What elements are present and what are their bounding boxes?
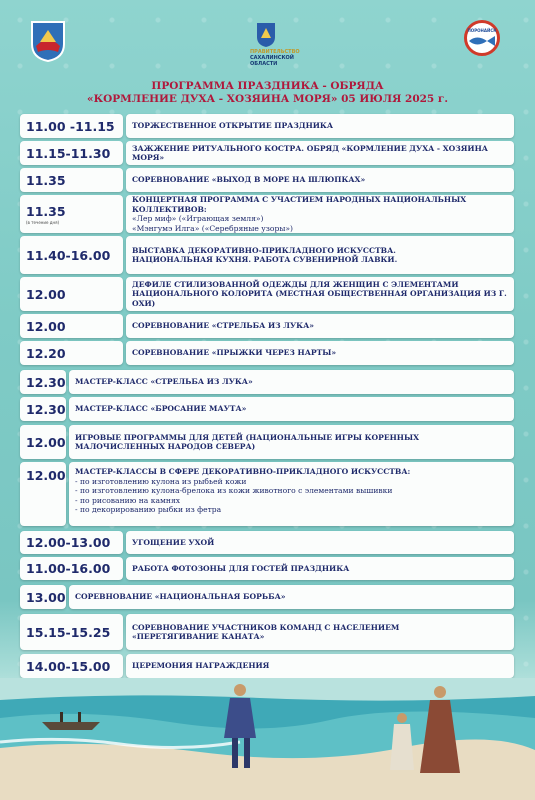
schedule-row	[20, 314, 514, 338]
schedule-time: 12.20	[20, 341, 123, 365]
schedule-row	[20, 277, 514, 311]
event-title: СОРЕВНОВАНИЕ «НАЦИОНАЛЬНАЯ БОРЬБА»	[75, 592, 286, 602]
event-subitem: - по рисованию на камнях	[75, 495, 181, 505]
schedule-time: 12.00-13.00	[20, 531, 123, 554]
schedule-event	[126, 168, 514, 192]
event-subitem: - по декорированию рыбки из фетра	[75, 505, 222, 514]
schedule-row	[20, 585, 514, 609]
event-title: ЦЕРЕМОНИЯ НАГРАЖДЕНИЯ	[132, 661, 270, 671]
time-note: (в течение дня)	[26, 219, 60, 225]
schedule-time: 14.00-15.00	[20, 654, 123, 678]
event-title: УГОЩЕНИЕ УХОЙ	[132, 537, 215, 547]
event-title-line-2: МАЛОЧИСЛЕННЫХ НАРОДОВ СЕВЕРА)	[75, 442, 256, 451]
event-title: МАСТЕР-КЛАСС «СТРЕЛЬБА ИЗ ЛУКА»	[75, 377, 253, 387]
schedule-row	[20, 654, 514, 678]
schedule-time: 11.00-16.00	[20, 557, 123, 580]
schedule-event	[69, 462, 514, 526]
org-logo-text: ПОРОНАЙСК	[467, 28, 497, 33]
schedule-time: 11.15-11.30	[20, 141, 123, 165]
schedule-row	[20, 557, 514, 580]
schedule-event	[69, 370, 514, 394]
event-title: ИГРОВЫЕ ПРОГРАММЫ ДЛЯ ДЕТЕЙ (НАЦИОНАЛЬНЫЕ ИГРЫ КОРЕННЫХ	[75, 432, 419, 442]
schedule-time: 11.40-16.00	[20, 236, 123, 274]
event-subitem: - по изготовлению кулона-брелока из кожи животного с элементами вышивки	[75, 486, 393, 495]
event-title-line-2: «ПЕРЕТЯГИВАНИЕ КАНАТА»	[132, 632, 265, 641]
schedule-event	[126, 141, 514, 165]
schedule-time	[20, 462, 66, 526]
schedule-time: 12.00	[20, 277, 123, 311]
schedule-event	[126, 654, 514, 678]
event-subitem: - по изготовлению кулона из рыбьей кожи	[75, 476, 247, 486]
event-title: СОРЕВНОВАНИЕ УЧАСТНИКОВ КОМАНД С НАСЕЛЕНИЕМ	[132, 622, 400, 632]
time-label: 12.00	[26, 468, 66, 483]
schedule-row	[20, 614, 514, 650]
city-coat-of-arms-icon	[30, 20, 66, 62]
schedule-event	[126, 531, 514, 554]
schedule-time: 11.35	[20, 168, 123, 192]
schedule-event	[69, 585, 514, 609]
schedule-row	[20, 114, 514, 138]
org-logo	[464, 20, 500, 56]
schedule-time	[20, 195, 123, 233]
schedule-row	[20, 425, 514, 459]
event-title-line-2: НАЦИОНАЛЬНАЯ КУХНЯ. РАБОТА СУВЕНИРНОЙ ЛАВКИ.	[132, 255, 398, 264]
event-title: РАБОТА ФОТОЗОНЫ ДЛЯ ГОСТЕЙ ПРАЗДНИКА	[132, 563, 350, 573]
page-title	[30, 80, 505, 106]
schedule-row	[20, 397, 514, 421]
event-title: СОРЕВНОВАНИЕ «ПРЫЖКИ ЧЕРЕЗ НАРТЫ»	[132, 348, 337, 358]
schedule-event	[126, 236, 514, 274]
schedule-time: 13.00	[20, 585, 66, 609]
event-title: КОНЦЕРТНАЯ ПРОГРАММА С УЧАСТИЕМ НАРОДНЫХ НАЦИОНАЛЬНЫХ КОЛЛЕКТИВОВ:	[132, 195, 467, 214]
schedule-time: 12.00	[20, 314, 123, 338]
schedule-row	[20, 236, 514, 274]
event-title: ТОРЖЕСТВЕННОЕ ОТКРЫТИЕ ПРАЗДНИКА	[132, 121, 334, 131]
event-title: МАСТЕР-КЛАСС «БРОСАНИЕ МАУТА»	[75, 404, 247, 414]
event-title: МАСТЕР-КЛАССЫ В СФЕРЕ ДЕКОРАТИВНО-ПРИКЛАДНОГО ИСКУССТВА:	[75, 467, 411, 476]
schedule-event	[126, 314, 514, 338]
seashore-illustration	[0, 678, 535, 800]
schedule-event	[69, 425, 514, 459]
schedule-row	[20, 141, 514, 165]
event-title: ДЕФИЛЕ СТИЛИЗОВАННОЙ ОДЕЖДЫ ДЛЯ ЖЕНЩИН С ЭЛЕМЕНТАМИ	[132, 279, 459, 289]
event-title: ЗАЖЖЕНИЕ РИТУАЛЬНОГО КОСТРА. ОБРЯД «КОРМЛЕНИЕ ДУХА - ХОЗЯИНА МОРЯ»	[132, 143, 488, 162]
schedule-event	[69, 397, 514, 421]
schedule-row	[20, 531, 514, 554]
event-title: СОРЕВНОВАНИЕ «ВЫХОД В МОРЕ НА ШЛЮПКАХ»	[132, 175, 366, 185]
schedule-event	[126, 341, 514, 365]
event-title: СОРЕВНОВАНИЕ «СТРЕЛЬБА ИЗ ЛУКА»	[132, 321, 314, 331]
event-title-line-2: НАЦИОНАЛЬНОГО КОЛОРИТА (МЕСТНАЯ ОБЩЕСТВЕННАЯ ОРГАНИЗАЦИЯ ИЗ Г. ОХИ)	[132, 289, 507, 308]
schedule-event	[126, 277, 514, 311]
region-label	[250, 49, 320, 67]
event-subitem: «Лер миф» («Играющая земля»)	[132, 214, 264, 223]
title-line-2: «КОРМЛЕНИЕ ДУХА - ХОЗЯИНА МОРЯ» 05 ИЮЛЯ 2025 г.	[87, 93, 448, 105]
time-label: 11.35	[26, 203, 66, 219]
schedule-row	[20, 462, 514, 526]
schedule-row	[20, 195, 514, 233]
fish-icon	[467, 34, 497, 48]
schedule-time: 12.30	[20, 397, 66, 421]
schedule-event	[126, 114, 514, 138]
schedule-time: 12.30	[20, 370, 66, 394]
event-title: ВЫСТАВКА ДЕКОРАТИВНО-ПРИКЛАДНОГО ИСКУССТВА.	[132, 245, 396, 255]
schedule-event	[126, 195, 514, 233]
event-subitem: «Мэнгумэ Илга» («Серебряные узоры»)	[132, 223, 293, 233]
region-name: САХАЛИНСКОЙ ОБЛАСТИ	[250, 55, 294, 67]
region-prefix: ПРАВИТЕЛЬСТВО	[250, 49, 300, 55]
schedule-row	[20, 168, 514, 192]
schedule-event	[126, 614, 514, 650]
title-line-1: ПРОГРАММА ПРАЗДНИКА - ОБРЯДА	[151, 80, 384, 92]
schedule-time: 15.15-15.25	[20, 614, 123, 650]
region-coat-of-arms-icon	[256, 22, 276, 48]
schedule-time: 11.00 -11.15	[20, 114, 123, 138]
schedule-row	[20, 341, 514, 365]
schedule-event	[126, 557, 514, 580]
schedule-row	[20, 370, 514, 394]
schedule-time: 12.00	[20, 425, 66, 459]
